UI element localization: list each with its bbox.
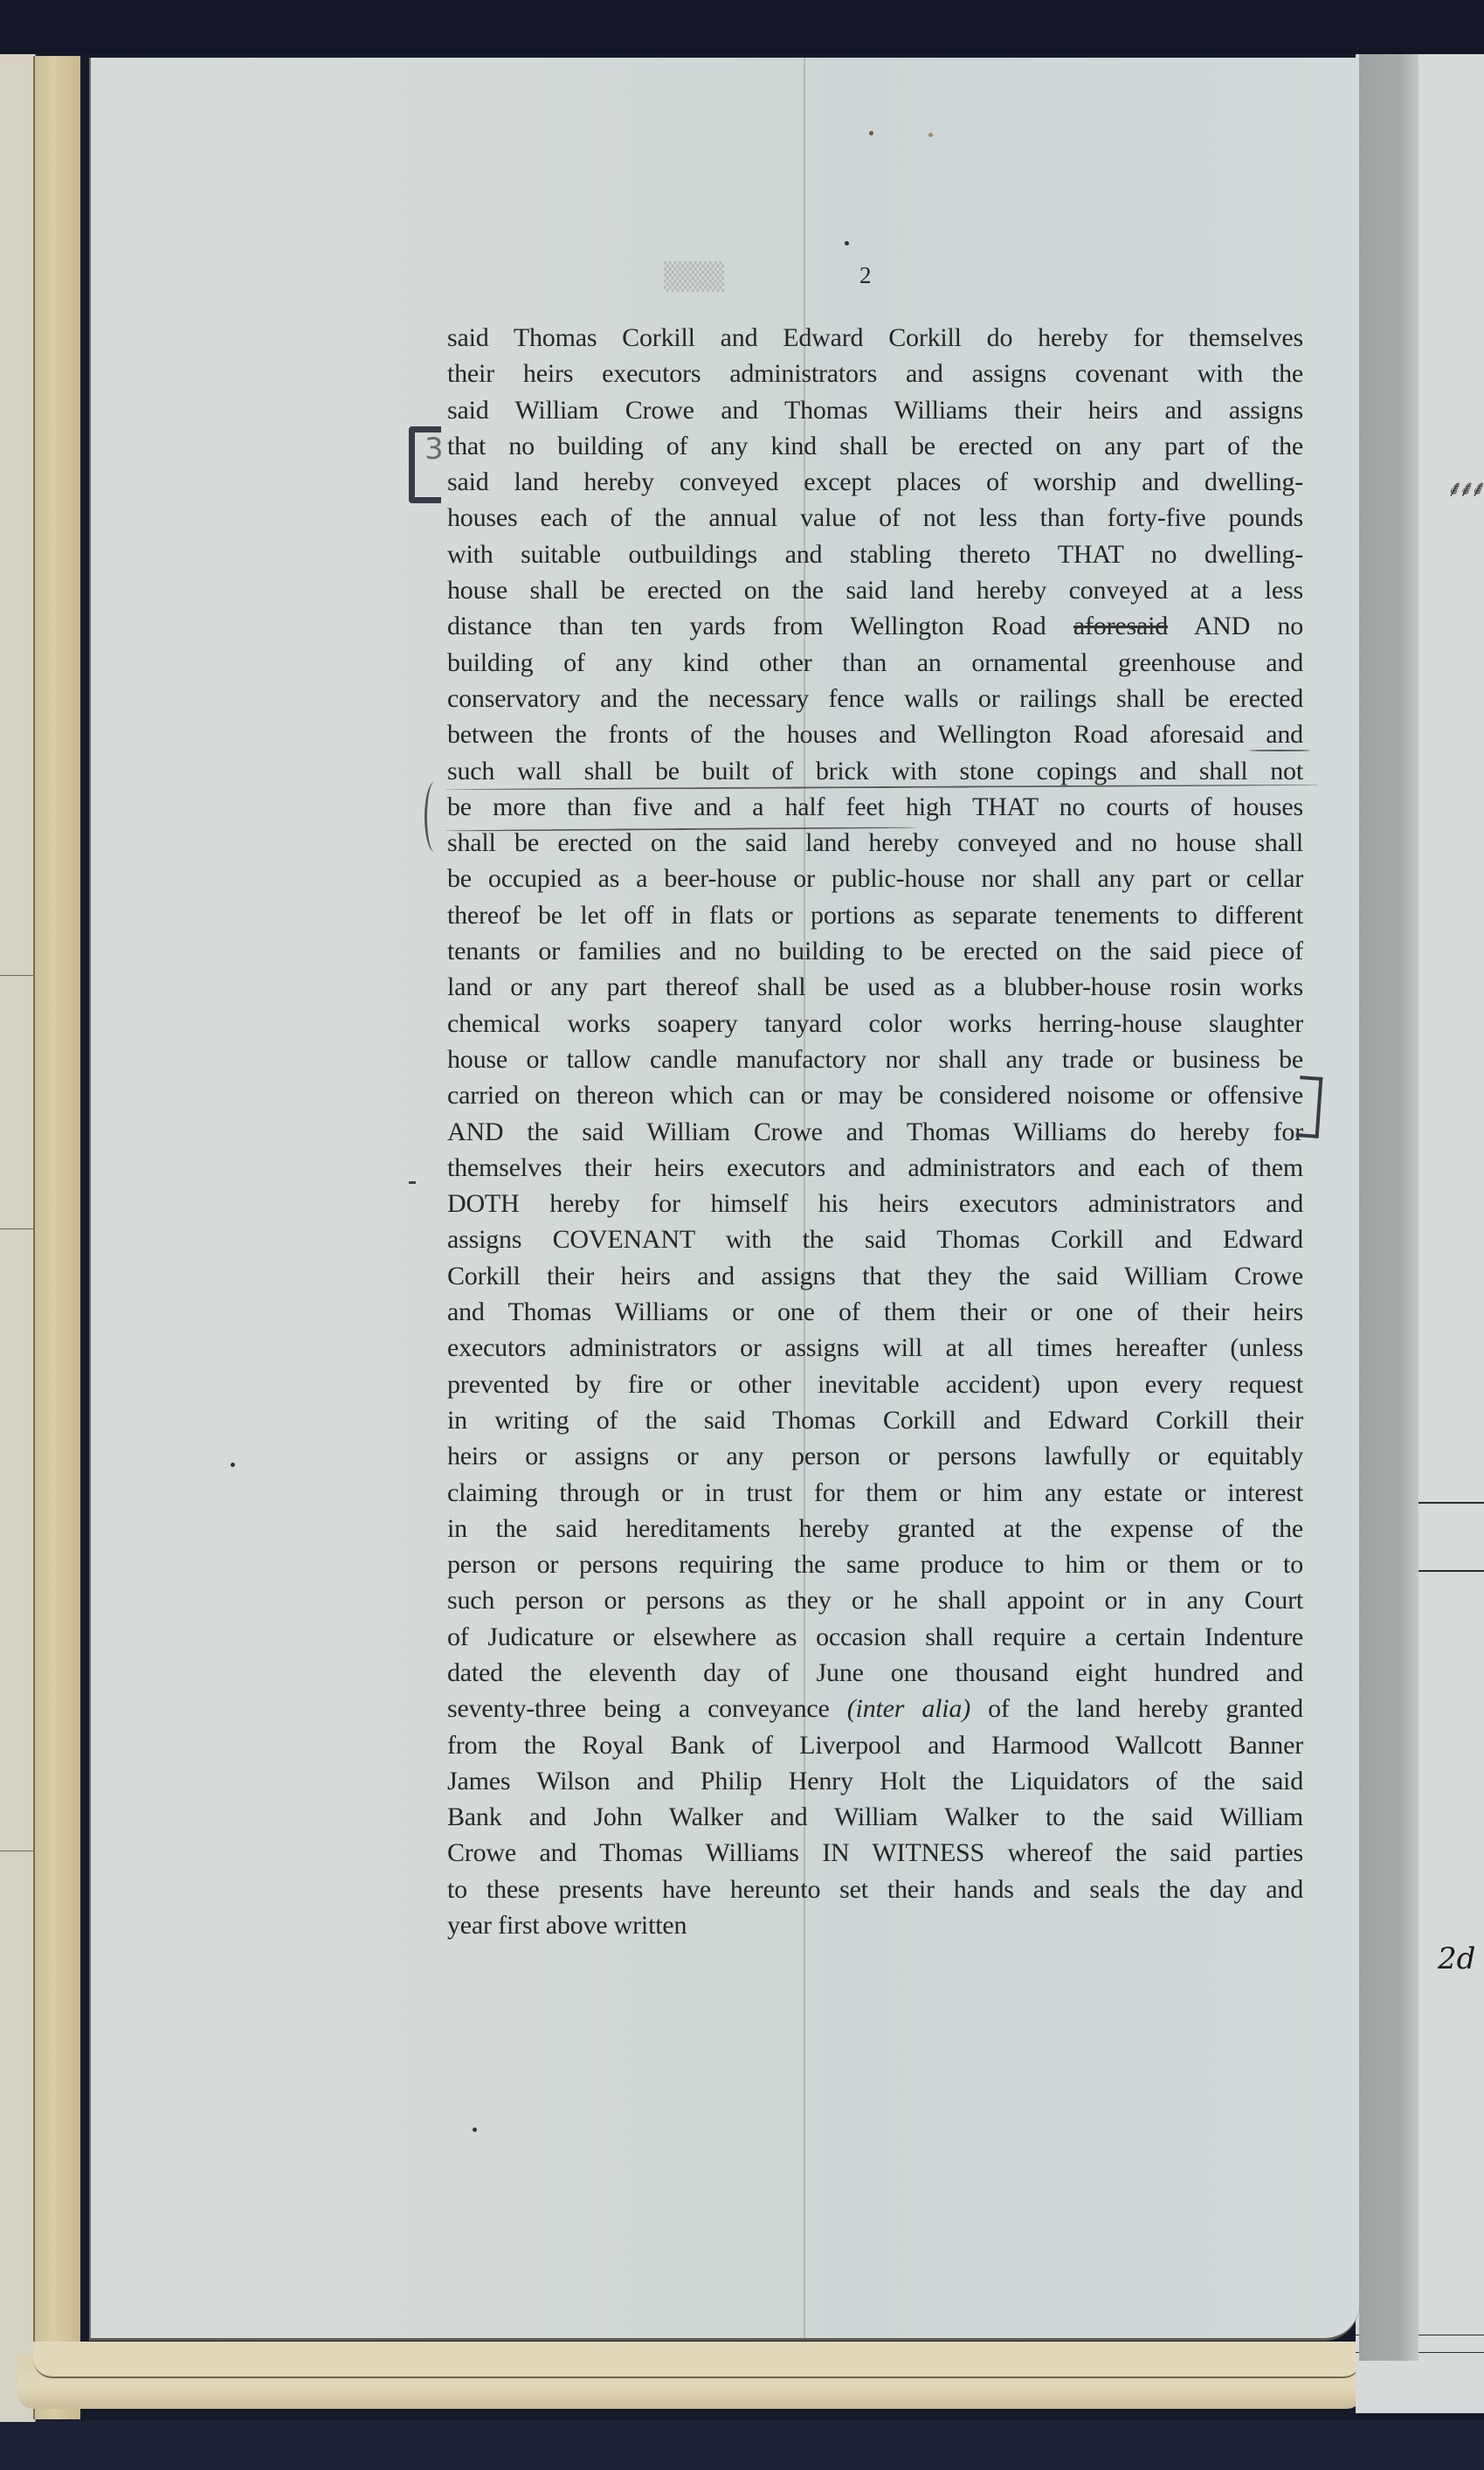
book-cover-top — [0, 0, 1484, 54]
text-line: claiming through or in trust for them or him any estate or interest — [447, 1477, 1303, 1507]
text-line: Bank and John Walker and William Walker to the said William — [447, 1802, 1303, 1832]
adjacent-page-rule — [1417, 1570, 1484, 1572]
text-line: their heirs executors administrators and assigns covenant with the — [447, 359, 1303, 389]
text-line: with suitable outbuildings and stabling thereto THAT no dwelling- — [447, 539, 1303, 569]
ink-speck — [845, 241, 849, 246]
deed-body-text — [447, 320, 1303, 1943]
pencil-parenthesis — [424, 782, 445, 852]
text-line: in writing of the said Thomas Corkill and Edward Corkill their — [447, 1405, 1303, 1435]
text-line: shall be erected on the said land hereby conveyed and no house shall — [447, 828, 1303, 858]
text-segment: distance than ten yards from Wellington Road — [447, 612, 1046, 641]
text-line: between the fronts of the houses and Wellington Road aforesaid and — [447, 720, 1303, 750]
handwritten-note: 2d — [1438, 1941, 1476, 1976]
text-line: of Judicature or elsewhere as occasion shall require a certain Indenture — [447, 1622, 1303, 1651]
pencil-margin-mark: 3 — [424, 432, 444, 467]
text-line: prevented by fire or other inevitable accident) upon every request — [447, 1369, 1303, 1399]
text-line: conservatory and the necessary fence walls or railings shall be erected — [447, 683, 1303, 713]
text-segment: of the land hereby granted — [988, 1694, 1303, 1724]
text-line: said Thomas Corkill and Edward Corkill do hereby for themselves — [447, 323, 1303, 352]
text-line: James Wilson and Philip Henry Holt the Liquidators of the said — [447, 1766, 1303, 1795]
text-line: chemical works soapery tanyard color works herring-house slaughter — [447, 1008, 1303, 1038]
text-line: person or persons requiring the same produce to him or them or to — [447, 1550, 1303, 1580]
text-line: heirs or assigns or any person or persons lawfully or equitably — [447, 1442, 1303, 1471]
text-line: DOTH hereby for himself his heirs executors administrators and — [447, 1189, 1303, 1219]
text-line: such person or persons as they or he shall appoint or in any Court — [447, 1586, 1303, 1616]
text-line: dated the eleventh day of June one thousand eight hundred and — [447, 1657, 1303, 1687]
book-cover-bottom — [0, 2420, 1484, 2470]
pin-hole — [869, 131, 873, 135]
pencil-tick — [409, 1181, 416, 1184]
struck-word: aforesaid — [1073, 612, 1169, 641]
show-through-text: ▒▒▒ — [664, 262, 725, 293]
page-gutter-shadow — [1359, 54, 1418, 2361]
text-line: land or any part thereof shall be used as a blubber-house rosin works — [447, 972, 1303, 1002]
flourish-ornament-icon: ⸙⸙⸙ — [1446, 476, 1482, 502]
text-line: building of any kind other than an ornamental greenhouse and — [447, 647, 1303, 677]
text-line: AND the said William Crowe and Thomas Williams do hereby for — [447, 1117, 1303, 1146]
text-line: thereof be let off in flats or portions as separate tenements to different — [447, 900, 1303, 930]
adjacent-page-rule — [1417, 1502, 1484, 1504]
text-line: year first above written — [447, 1911, 687, 1941]
text-line: be more than five and a half feet high THAT no courts of houses — [447, 792, 1303, 821]
ink-speck — [231, 1463, 235, 1467]
text-line: carried on thereon which can or may be considered noisome or offensive — [447, 1081, 1303, 1110]
pin-hole — [928, 133, 933, 137]
text-line: houses each of the annual value of not less than forty-five pounds — [447, 503, 1303, 533]
text-line — [447, 608, 1303, 644]
text-line: that no building of any kind shall be erected on any part of the — [447, 431, 1303, 460]
mount-bottom-fold — [33, 2342, 1361, 2378]
text-segment: seventy-three being a conveyance — [447, 1694, 830, 1724]
text-line: executors administrators or assigns will at all times hereafter (unless — [447, 1333, 1303, 1363]
text-line: and Thomas Williams or one of them their or one of their heirs — [447, 1297, 1303, 1327]
text-segment: AND no — [1193, 612, 1303, 641]
text-line: be occupied as a beer-house or public-house nor shall any part or cellar — [447, 864, 1303, 894]
text-line: house or tallow candle manufactory nor shall any trade or business be — [447, 1044, 1303, 1074]
page-number: 2 — [859, 262, 872, 288]
text-line: themselves their heirs executors and administrators and each of them — [447, 1152, 1303, 1182]
pencil-bracket-right — [1296, 1076, 1323, 1138]
text-line: assigns COVENANT with the said Thomas Corkill and Edward — [447, 1225, 1303, 1255]
binding-mount-strip — [33, 56, 80, 2419]
page-edge-line — [0, 975, 35, 976]
pencil-underline — [1249, 750, 1310, 751]
text-line: from the Royal Bank of Liverpool and Harmood Wallcott Banner — [447, 1730, 1303, 1760]
text-line: to these presents have hereunto set their hands and seals the day and — [447, 1874, 1303, 1904]
text-line: house shall be erected on the said land hereby conveyed at a less — [447, 576, 1303, 605]
text-line — [447, 1691, 1303, 1726]
italic-phrase: (inter alia) — [846, 1694, 970, 1724]
page-edge-line — [0, 1228, 35, 1229]
text-line: said land hereby conveyed except places of worship and dwelling- — [447, 467, 1303, 497]
text-line: Crowe and Thomas Williams IN WITNESS whereof the said parties — [447, 1838, 1303, 1868]
text-line: Corkill their heirs and assigns that they the said William Crowe — [447, 1261, 1303, 1290]
text-line: said William Crowe and Thomas Williams their heirs and assigns — [447, 395, 1303, 425]
underlying-pages-left — [0, 54, 36, 2422]
text-line: tenants or families and no building to be erected on the said piece of — [447, 937, 1303, 966]
text-line: such wall shall be built of brick with stone copings and shall not — [447, 756, 1303, 785]
ink-speck — [473, 2128, 477, 2132]
text-line: in the said hereditaments hereby granted at the expense of the — [447, 1513, 1303, 1543]
